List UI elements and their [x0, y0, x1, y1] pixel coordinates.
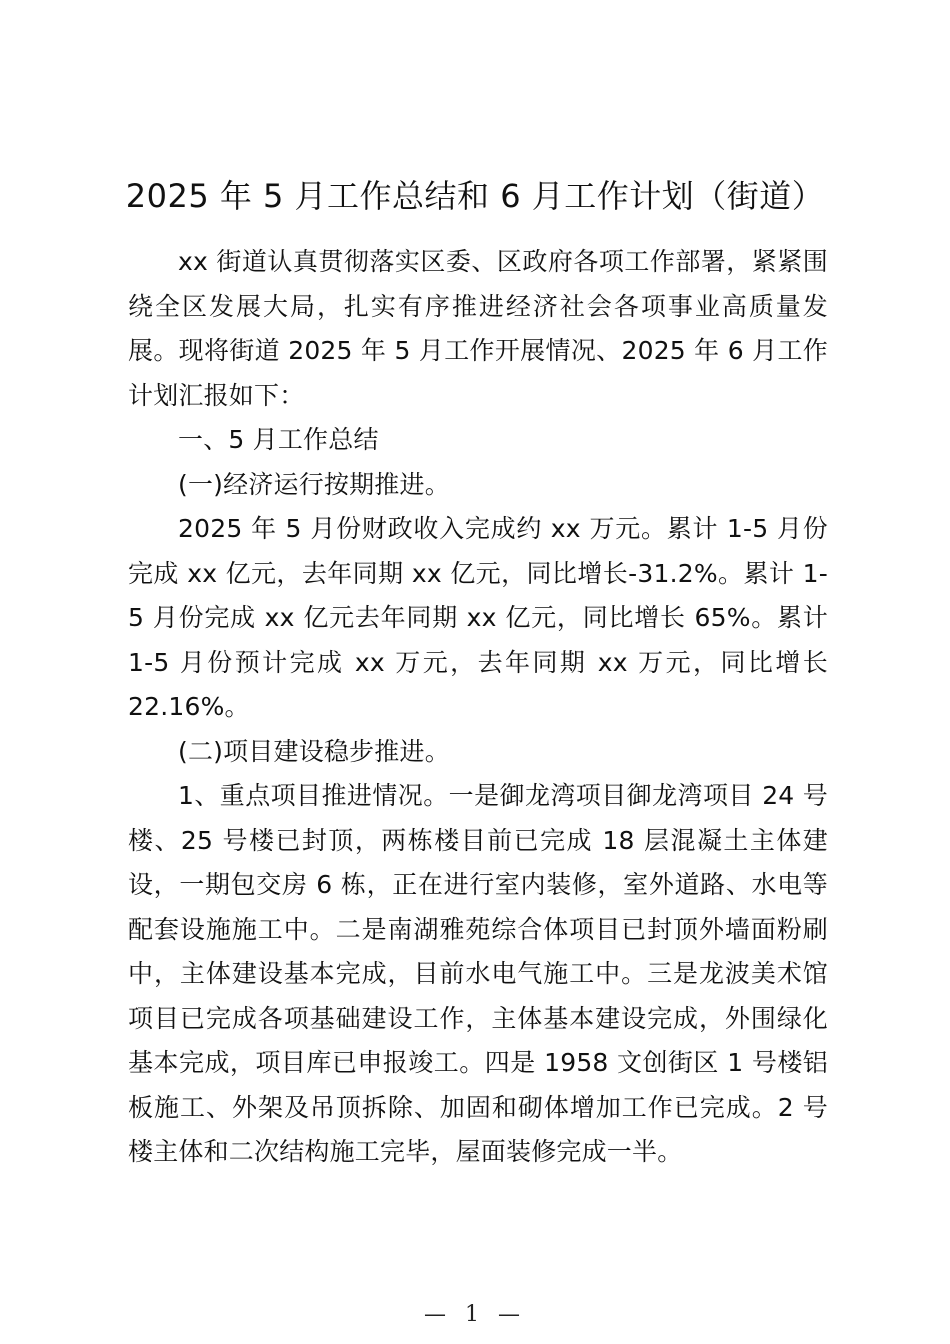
subsection-heading-projects: (二)项目建设稳步推进。	[178, 736, 450, 766]
document-title: 2025 年 5 月工作总结和 6 月工作计划（街道）	[125, 177, 825, 215]
projects-paragraph: 1、重点项目推进情况。一是御龙湾项目御龙湾项目 24 号楼、25 号楼已封顶，两栋楼目前已完成 18 层混凝土主体建设，一期包交房 6 栋，正在进行室内装修，室外道路、水电等配套设施施工中。二是南湖雅苑综合体项目已封顶外墙面粉刷中，主体建设基本完成，目前水电气施工中。三是龙波美术馆项目已完成各项基础建设工作，主体基本建设完成，外围绿化基本完成，项目库已申报竣工。四是 1958 文创街区 1 号楼铝板施工、外架及吊顶拆除、加固和砌体增加工作已完成。2 号楼主体和二次结构施工完毕，屋面装修完成一半。	[128, 781, 828, 1166]
economy-paragraph: 2025 年 5 月份财政收入完成约 xx 万元。累计 1-5 月份完成 xx 亿元，去年同期 xx 亿元，同比增长-31.2%。累计 1-5 月份完成 xx 亿元去年同期 xx 亿元，同比增长 65%。累计 1-5 月份预计完成 xx 万元，去年同期 xx 万元，同比增长 22.16%。	[128, 514, 828, 721]
intro-paragraph: xx 街道认真贯彻落实区委、区政府各项工作部署，紧紧围绕全区发展大局，扎实有序推进经济社会各项事业高质量发展。现将街道 2025 年 5 月工作开展情况、2025 年 6 月工作计划汇报如下：	[128, 247, 828, 410]
subsection-heading-economy: (一)经济运行按期推进。	[178, 469, 450, 499]
document-body	[128, 240, 828, 1175]
page-number: — 1 —	[424, 1302, 526, 1327]
section-heading-summary: 一、5 月工作总结	[178, 425, 379, 454]
